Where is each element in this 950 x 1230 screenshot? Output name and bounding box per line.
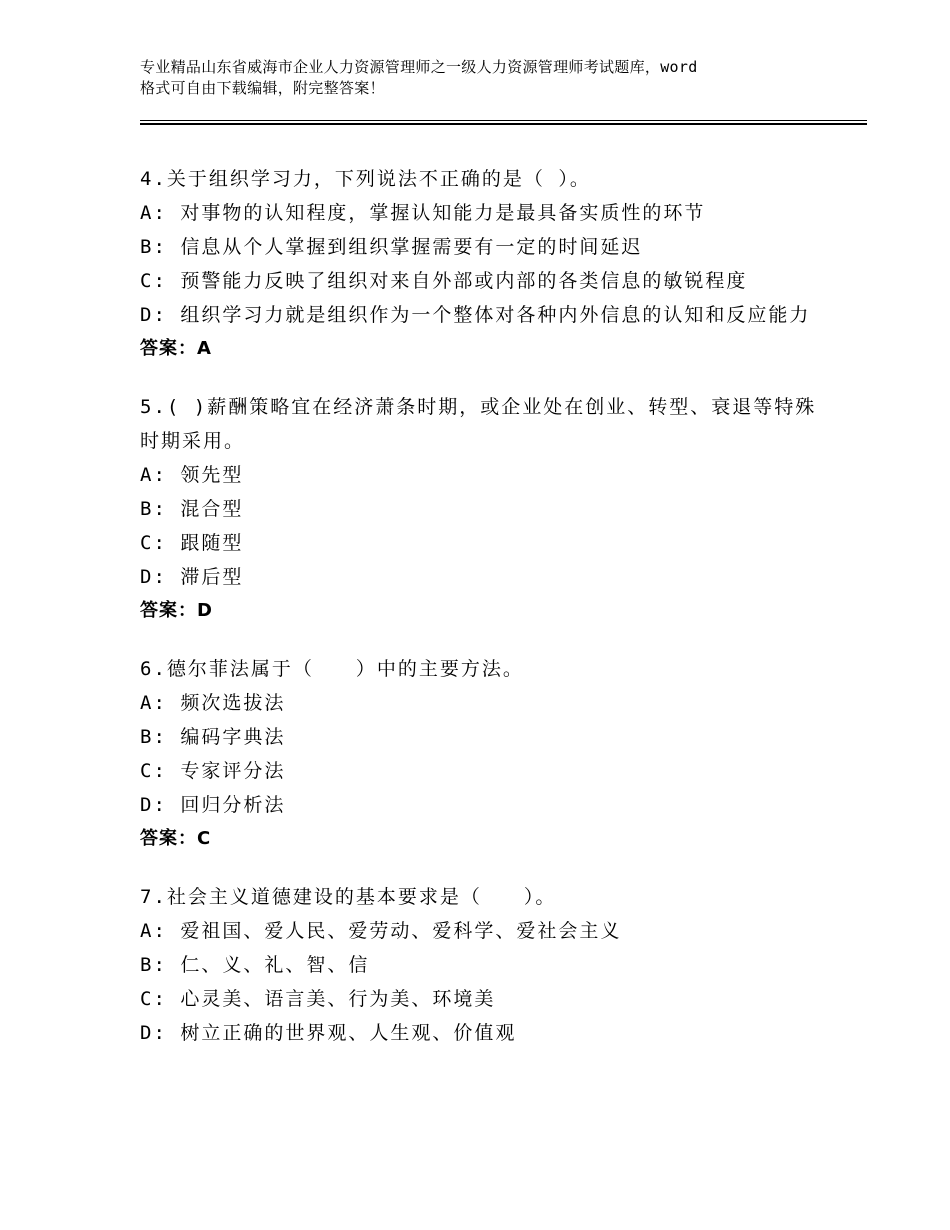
option-a: A: 对事物的认知程度，掌握认知能力是最具备实质性的环节 [140, 202, 706, 224]
option-c: C: 跟随型 [140, 532, 244, 554]
question-stem: 5.( )薪酬策略宜在经济萧条时期，或企业处在创业、转型、衰退等特殊时期采用。 [140, 396, 817, 452]
option-c: C: 专家评分法 [140, 760, 286, 782]
option-c: C: 预警能力反映了组织对来自外部或内部的各类信息的敏锐程度 [140, 270, 748, 292]
option-d: D: 组织学习力就是组织作为一个整体对各种内外信息的认知和反应能力 [140, 304, 811, 326]
document-header [140, 57, 830, 99]
question-stem: 7.社会主义道德建设的基本要求是（ ）。 [140, 886, 557, 908]
option-c: C: 心灵美、语言美、行为美、环境美 [140, 988, 496, 1010]
question-stem: 6.德尔菲法属于（ ）中的主要方法。 [140, 658, 524, 680]
option-a: A: 领先型 [140, 464, 244, 486]
answer-label: 答案：A [140, 338, 212, 359]
answer-label: 答案：C [140, 828, 212, 849]
option-d: D: 树立正确的世界观、人生观、价值观 [140, 1022, 517, 1044]
question-5 [140, 390, 820, 628]
question-stem: 4.关于组织学习力，下列说法不正确的是（ ）。 [140, 168, 591, 190]
header-line-2: 格式可自由下载编辑，附完整答案！ [140, 79, 385, 97]
option-b: B: 仁、义、礼、智、信 [140, 954, 370, 976]
option-d: D: 滞后型 [140, 566, 244, 588]
question-6 [140, 652, 820, 856]
option-b: B: 信息从个人掌握到组织掌握需要有一定的时间延迟 [140, 236, 643, 258]
option-a: A: 爱祖国、爱人民、爱劳动、爱科学、爱社会主义 [140, 920, 622, 942]
question-4 [140, 162, 820, 366]
question-list [140, 162, 820, 1074]
option-d: D: 回归分析法 [140, 794, 286, 816]
question-7 [140, 880, 820, 1050]
header-divider [140, 120, 867, 125]
option-b: B: 混合型 [140, 498, 244, 520]
option-a: A: 频次选拔法 [140, 692, 286, 714]
answer-label: 答案：D [140, 600, 213, 621]
option-b: B: 编码字典法 [140, 726, 286, 748]
header-line-1: 专业精品山东省威海市企业人力资源管理师之一级人力资源管理师考试题库，word [140, 58, 698, 76]
